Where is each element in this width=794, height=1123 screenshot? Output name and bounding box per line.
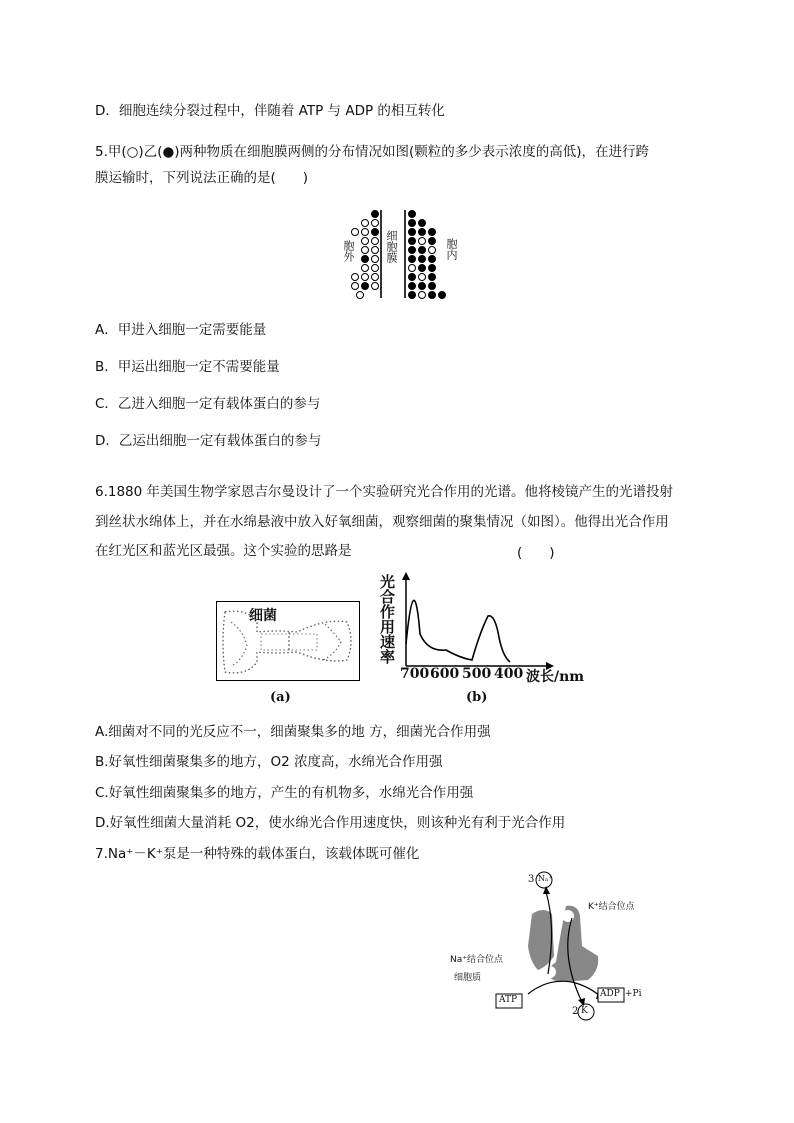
x-tick-400: 400 [494, 666, 524, 682]
figure-a-frame [216, 601, 360, 681]
q6-option-a: A.细菌对不同的光反应不一，细菌聚集多的地 方，细菌光合作用强 [95, 724, 491, 740]
x-tick-500: 500 [462, 666, 492, 682]
figure-a-caption: (a) [270, 690, 291, 705]
q7-stem: 7.Na⁺－K⁺泵是一种特殊的载体蛋白，该载体既可催化 [95, 846, 420, 862]
na-symbol: Nₐ⁺ [538, 874, 553, 883]
x-tick-700: 700 [400, 666, 430, 682]
na-k-pump-diagram [448, 866, 648, 1026]
cytoplasm-label: 细胞质 [454, 973, 482, 983]
q6-stem-line3: 在红光区和蓝光区最强。这个实验的思路是 [95, 543, 352, 559]
adp-box: ADP [600, 989, 620, 999]
bacteria-label: 细菌 [249, 608, 277, 624]
q6-stem-line1: 6.1880 年美国生物学家恩吉尔曼设计了一个实验研究光合作用的光谱。他将棱镜产生的光谱投射 [95, 484, 674, 500]
q6-answer-bracket: ( ) [517, 545, 555, 561]
particle-distribution [330, 208, 460, 300]
q4-option-d: D．细胞连续分裂过程中，伴随着 ATP 与 ADP 的相互转化 [95, 103, 445, 119]
figure-b-caption: (b) [466, 690, 488, 705]
na-count: 3 [528, 874, 535, 885]
k-symbol: K [581, 1006, 588, 1016]
algae-filament-drawing [217, 602, 359, 680]
q5-option-c: C．乙进入细胞一定有载体蛋白的参与 [95, 396, 321, 412]
k-binding-site-label: K⁺结合位点 [588, 902, 635, 912]
y-axis-label: 光合作用速率 [378, 574, 396, 664]
inside-label: 胞内 [445, 238, 458, 260]
k-count: 2 [572, 1006, 579, 1017]
q6-stem-line2: 到丝状水绵体上，并在水绵悬液中放入好氧细菌，观察细菌的聚集情况（如图）。他得出光合作用 [95, 514, 669, 530]
membrane-label: 细胞膜 [385, 230, 398, 263]
figure-b-spectrum-graph [376, 572, 596, 690]
q5-stem-line1: 5.甲(○)乙(●)两种物质在细胞膜两侧的分布情况如图(颗粒的多少表示浓度的高低)，在进行跨 [95, 144, 650, 160]
atp-box: ATP [499, 995, 518, 1005]
pi-label: +Pi [625, 989, 642, 999]
q5-option-a: A．甲进入细胞一定需要能量 [95, 322, 267, 338]
q6-option-b: B.好氧性细菌聚集多的地方，O2 浓度高，水绵光合作用强 [95, 754, 443, 770]
q5-option-b: B．甲运出细胞一定不需要能量 [95, 359, 280, 375]
outside-label: 胞外 [342, 240, 355, 262]
x-tick-600: 600 [430, 666, 460, 682]
x-axis-label: 波长/nm [526, 669, 585, 685]
na-binding-site-label: Na⁺结合位点 [450, 955, 503, 965]
pump-shape [448, 866, 648, 1026]
membrane-diagram [330, 208, 460, 300]
q5-stem-line2: 膜运输时，下列说法正确的是( ) [95, 170, 309, 186]
q6-option-c: C.好氧性细菌聚集多的地方，产生的有机物多，水绵光合作用强 [95, 785, 474, 801]
q6-option-d: D.好氧性细菌大量消耗 O2，使水绵光合作用速度快，则该种光有利于光合作用 [95, 815, 566, 831]
q5-option-d: D．乙运出细胞一定有载体蛋白的参与 [95, 433, 322, 449]
